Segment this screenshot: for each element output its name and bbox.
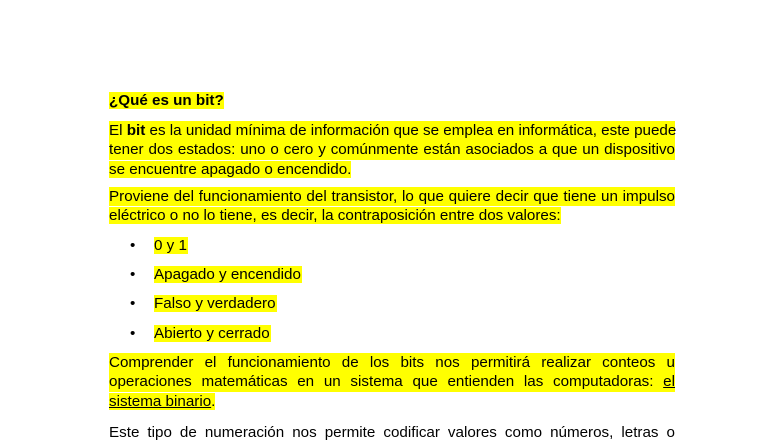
p1-line3: se encuentre apagado o encendido. bbox=[109, 160, 352, 178]
paragraph-binary bbox=[109, 353, 675, 411]
p3-line1: Comprender el funcionamiento de los bits nos permitirá realizar conteos u bbox=[109, 354, 675, 371]
binary-system-link[interactable]: sistema binario bbox=[109, 392, 212, 410]
list-item-text: Abierto y cerrado bbox=[154, 325, 270, 342]
paragraph-transistor bbox=[109, 187, 675, 226]
bullet-icon: • bbox=[130, 266, 136, 283]
p1-line2: tener dos estados: uno o cero y comúnmente están asociados a que un dispositivo bbox=[109, 141, 675, 159]
bullet-icon: • bbox=[130, 295, 136, 312]
list-item-text: Falso y verdadero bbox=[154, 295, 276, 312]
p1-line1-end: es la unidad mínima de información que se emplea en informática, este puede bbox=[145, 122, 677, 139]
section-heading bbox=[109, 91, 675, 110]
list-item-text: Apagado y encendido bbox=[154, 266, 301, 283]
p2-line1: Proviene del funcionamiento del transistor, lo que quiere decir que tiene un impulso bbox=[109, 188, 675, 205]
p2-line2: eléctrico o no lo tiene, es decir, la contraposición entre dos valores: bbox=[109, 207, 561, 225]
p1-bold-bit: bit bbox=[126, 122, 146, 139]
binary-system-link[interactable]: el bbox=[663, 373, 675, 391]
bullet-icon: • bbox=[130, 237, 136, 254]
heading-text: ¿Qué es un bit? bbox=[109, 92, 224, 109]
bullet-icon: • bbox=[130, 325, 136, 342]
list-item bbox=[130, 265, 302, 284]
p3-line2: operaciones matemáticas en un sistema que entienden las computadoras: bbox=[109, 373, 664, 391]
list-item bbox=[130, 324, 271, 343]
list-item-text: 0 y 1 bbox=[154, 237, 187, 254]
p4-line1: Este tipo de numeración nos permite codificar valores como números, letras o bbox=[109, 424, 675, 441]
p1-line1-start: El bbox=[109, 122, 127, 139]
paragraph-numbering bbox=[109, 423, 675, 441]
list-item bbox=[130, 294, 277, 313]
paragraph-bit-definition bbox=[109, 121, 675, 179]
list-item bbox=[130, 236, 188, 255]
p3-line3-end: . bbox=[211, 392, 216, 410]
